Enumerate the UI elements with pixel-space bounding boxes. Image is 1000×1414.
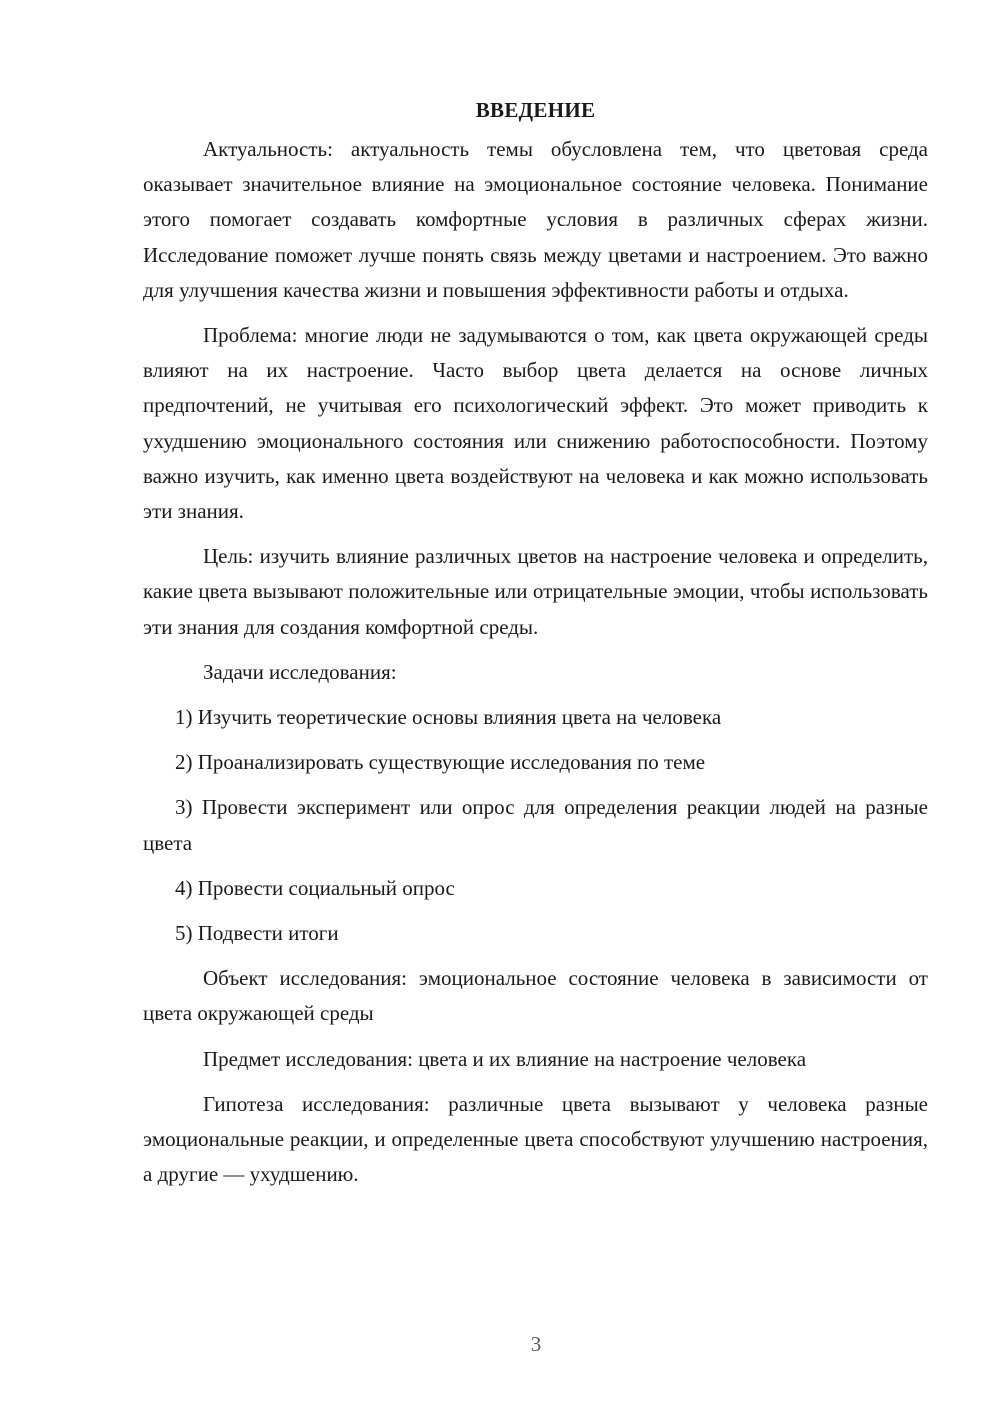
problem-paragraph: Проблема: многие люди не задумываются о том, как цвета окружающей среды влияют на их настроение. Часто выбор цвета делается на основе личных предпочтений, не учитывая его психологический эффект. Это может приводить к ухудшению эмоционального состояния или снижению работоспособности. Поэтому важно изучить, как именно цвета воздействуют на человека и как можно использовать эти знания. — [143, 323, 928, 524]
document-page — [143, 92, 928, 1202]
page-title: ВВЕДЕНИЕ — [475, 98, 596, 122]
subject-paragraph: Предмет исследования: цвета и их влияние на настроение человека — [203, 1046, 807, 1071]
task-item-3: 3) Провести эксперимент или опрос для определения реакции людей на разные цвета — [143, 795, 928, 855]
tasks-heading: Задачи исследования: — [203, 659, 397, 684]
task-item-4: 4) Провести социальный опрос — [175, 875, 455, 900]
relevance-paragraph: Актуальность: актуальность темы обусловлена тем, что цветовая среда оказывает значительное влияние на эмоциональное состояние человека. Понимание этого помогает создавать комфортные условия в различных сферах жизни. Исследование поможет лучше понять связь между цветами и настроением. Это важно для улучшения качества жизни и повышения эффективности работы и отдыха. — [143, 137, 928, 302]
object-paragraph: Объект исследования: эмоциональное состояние человека в зависимости от цвета окружающей среды — [143, 966, 928, 1026]
task-item-5: 5) Подвести итоги — [175, 921, 339, 946]
goal-paragraph: Цель: изучить влияние различных цветов на настроение человека и определить, какие цвета вызывают положительные или отрицательные эмоции, чтобы использовать эти знания для создания комфортной среды. — [143, 544, 928, 639]
hypothesis-paragraph: Гипотеза исследования: различные цвета вызывают у человека разные эмоциональные реакции, и определенные цвета способствуют улучшению настроения, а другие — ухудшению. — [143, 1091, 928, 1187]
task-item-2: 2) Проанализировать существующие исследования по теме — [175, 750, 706, 775]
task-item-1: 1) Изучить теоретические основы влияния цвета на человека — [175, 705, 722, 730]
page-number: 3 — [530, 1332, 542, 1356]
